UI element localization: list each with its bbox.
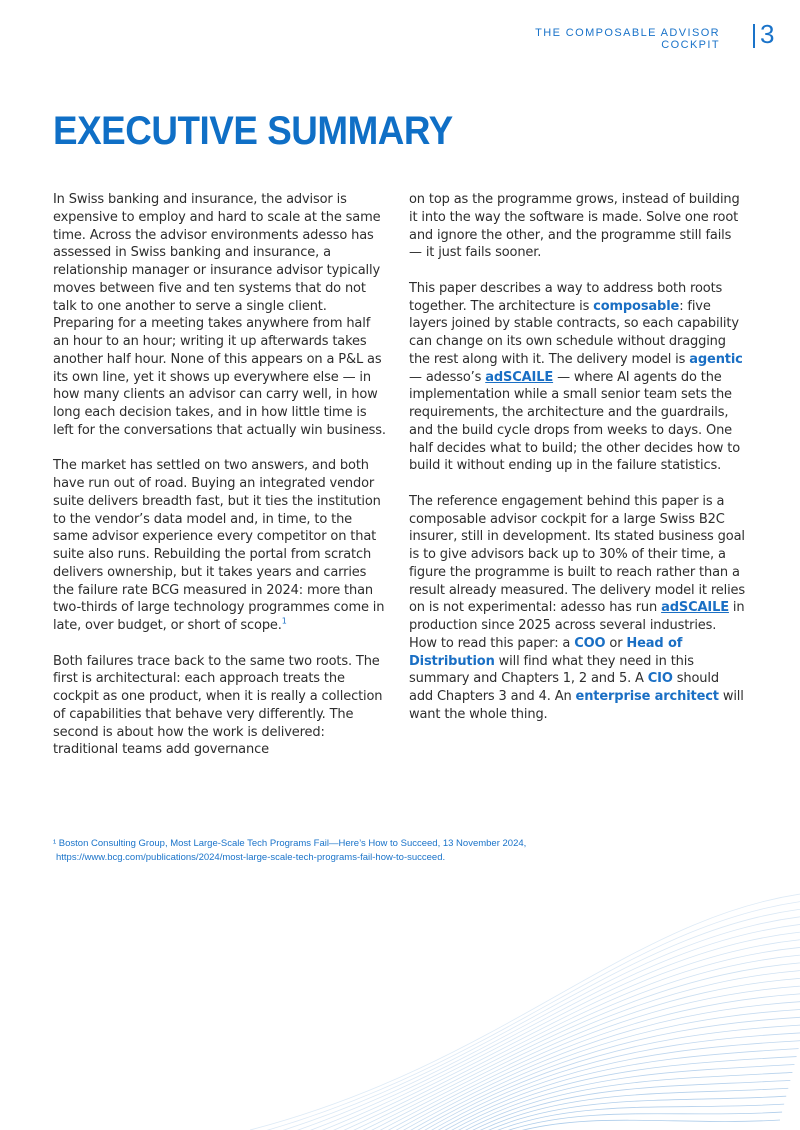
page-number: 3	[760, 19, 775, 49]
text-span: will want the whole thing.	[409, 689, 744, 722]
wave-line	[362, 1104, 784, 1130]
wave-line	[366, 1112, 782, 1130]
wave-line	[254, 898, 800, 1130]
wave-line	[308, 1001, 800, 1130]
wave-line	[279, 946, 800, 1130]
wave-line	[349, 1080, 790, 1130]
text-span: — where AI agents do the implementation while a small senior team sets the requirements, the architecture and the guardrails, and the build cycle drops from weeks to days. One half decides what to build; the other decides how to build it without ending up in the failure statistics.	[409, 369, 741, 474]
wave-line	[304, 993, 800, 1130]
paragraph-how-to-read	[409, 635, 745, 724]
wave-line	[345, 1072, 792, 1130]
wave-line	[287, 961, 800, 1130]
text-span: or	[605, 635, 627, 651]
wave-line	[271, 930, 800, 1130]
wave-line	[262, 914, 800, 1130]
footnote-marker[interactable]: 1	[281, 616, 287, 626]
wave-line	[300, 985, 800, 1130]
right-column	[409, 191, 745, 741]
term-coo: COO	[574, 635, 606, 651]
link-adscaile-2[interactable]: adSCAILE	[661, 600, 729, 616]
text-span: should add Chapters 3 and 4. An	[409, 671, 719, 704]
text-span: How to read this paper: a	[409, 635, 575, 651]
footnote-citation: ¹ Boston Consulting Group, Most Large-Scale Tech Programs Fail—Here’s How to Succeed, 13 November 2024,	[53, 838, 527, 849]
text-span: — adesso’s	[409, 369, 486, 385]
wave-line	[324, 1033, 800, 1130]
text-span: will find what they need in this summary and Chapters 1, 2 and 5. A	[409, 653, 694, 687]
wave-line	[333, 1049, 799, 1130]
paragraph-market-answers-text: The market has settled on two answers, and both have run out of road. Buying an integrated vendor suite delivers breadth fast, but it ties the institution to the vendor’s data model and, in time, to the same advisor experience every competitor on that suite also runs. Rebuilding the portal from scratch delivers ownership, but it takes years and carries the failure rate BCG measured in 2024: more than two-thirds of large technology programmes come in late, over budget, or short of scope.	[53, 458, 385, 633]
term-enterprise-architect: enterprise architect	[575, 689, 719, 704]
running-title: THE COMPOSABLE ADVISOR COCKPIT	[535, 27, 720, 51]
footnote-url-link[interactable]: https://www.bcg.com/publications/2024/most-large-scale-tech-programs-fail-how-to-succeed.	[56, 852, 446, 863]
wave-line	[353, 1088, 788, 1130]
wave-line	[312, 1009, 800, 1130]
wave-line	[316, 1017, 800, 1130]
text-span: in production since 2025 across several industries.	[409, 600, 745, 633]
text-span: This paper describes a way to address both roots together. The architecture is	[409, 280, 723, 314]
paragraph-reference-engagement	[409, 493, 745, 635]
header-divider	[753, 24, 755, 48]
paragraph-market-answers	[53, 457, 389, 635]
footnote	[53, 837, 613, 865]
wave-line	[358, 1096, 787, 1130]
wave-line	[258, 906, 800, 1130]
page-title: EXECUTIVE SUMMARY	[53, 109, 453, 153]
text-span: : five layers joined by stable contracts, so each capability can change on its own schedule without dragging the rest along with it. The delivery model is	[409, 298, 739, 367]
term-composable: composable	[593, 298, 680, 314]
link-adscaile[interactable]: adSCAILE	[485, 369, 554, 385]
wave-line	[320, 1025, 800, 1130]
wave-line	[337, 1057, 797, 1130]
wave-line	[267, 922, 800, 1130]
wave-line	[329, 1041, 800, 1130]
paragraph-two-roots: Both failures trace back to the same two roots. The first is architectural: each approach treats the cockpit as one product, when it is really a collection of capabilities that behave very differently. The second is about how the work is delivered: traditional teams add governance	[53, 653, 383, 758]
wave-line	[296, 977, 800, 1130]
wave-line	[250, 890, 800, 1130]
text-span: The reference engagement behind this paper is a composable advisor cockpit for a large Swiss B2C insurer, still in development. Its stated business goal is to give advisors back up to 30% of their time, a figure the programme is built to reach rather than a result already measured. The delivery model it relies on is not experimental: adesso has run	[409, 493, 746, 616]
wave-line	[370, 1120, 780, 1130]
term-cio: CIO	[647, 671, 673, 687]
left-column	[53, 191, 389, 759]
wave-line	[291, 969, 800, 1130]
term-head-of-distribution: Head of Distribution	[409, 635, 683, 669]
paragraph-governance: on top as the programme grows, instead of building it into the way the software is made. Solve one root and ignore the other, and the programme still fails — it just fails sooner.	[409, 192, 740, 261]
term-agentic: agentic	[689, 351, 743, 367]
wave-line	[275, 938, 800, 1130]
paragraph-approach	[409, 280, 745, 475]
wave-line	[341, 1064, 794, 1130]
wave-line	[283, 953, 800, 1130]
paragraph-advisor-cost: In Swiss banking and insurance, the advisor is expensive to employ and hard to scale at the same time. Across the advisor environments adesso has assessed in Swiss banking and insurance, a relationship manager or insurance advisor typically moves between five and ten systems that do not talk to one another to serve a single client. Preparing for a meeting takes anywhere from half an hour to an hour; writing it up afterwards takes another half hour. None of this appears on a P&L as its own line, yet it shows up everywhere else — in how many clients an advisor can carry well, in how long each decision takes, and in how little time is left for the conversations that actually win business.	[53, 192, 386, 438]
